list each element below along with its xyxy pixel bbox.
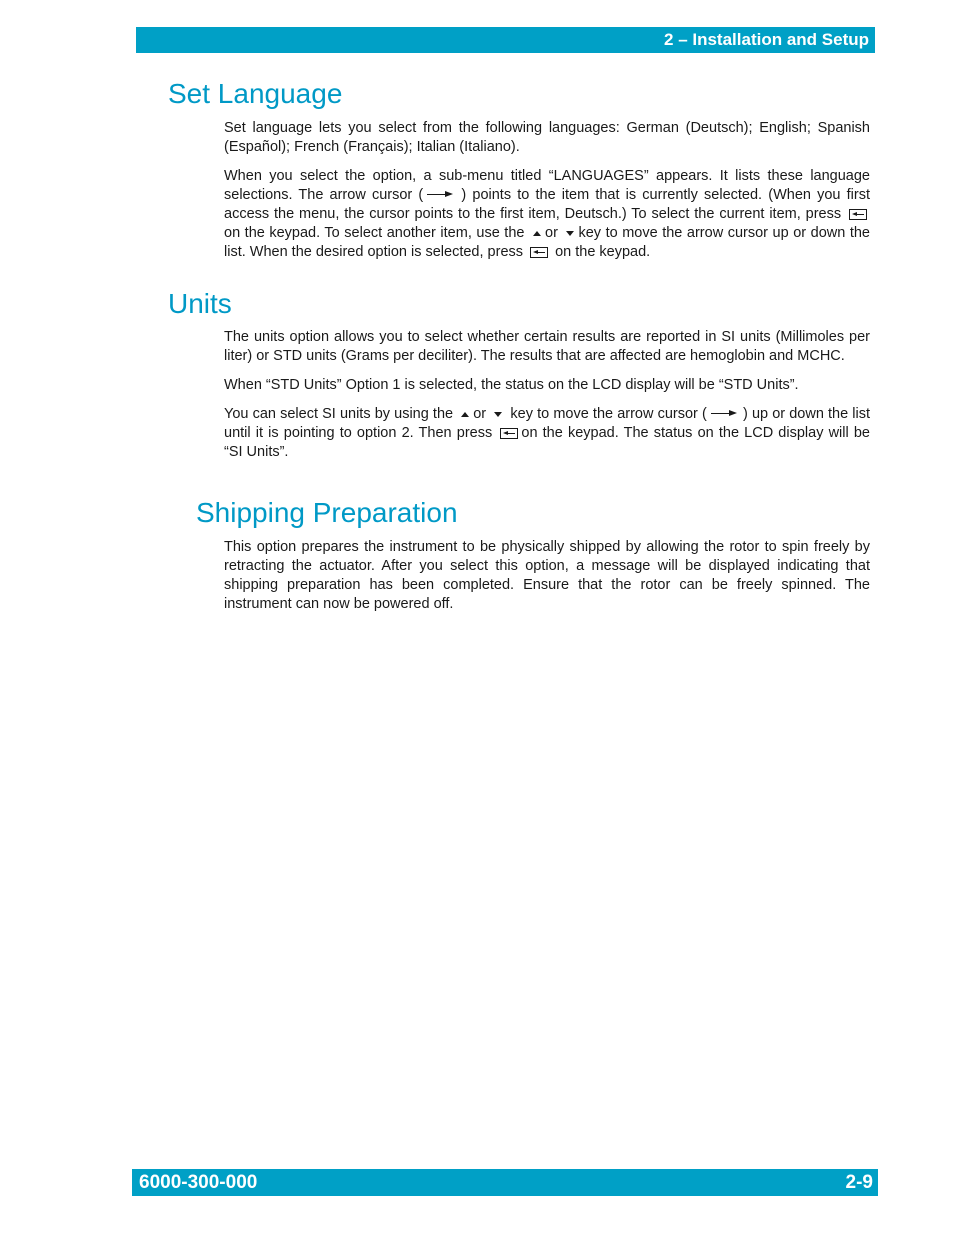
set-language-paragraph-1: Set language lets you select from the following languages: German (Deutsch); English; Spanish (Español); French (Français); Italian (Italiano). — [224, 120, 870, 155]
text-segment: ) points to the item that is currently selected. (When you first access the menu, the cursor points to the first item, Deutsch.) To select the current item, press — [224, 187, 870, 222]
units-paragraph-3 — [224, 405, 870, 462]
down-arrow-key-icon — [494, 412, 502, 417]
text-segment: or — [545, 225, 558, 241]
text-segment: on the keypad. — [555, 244, 651, 260]
enter-key-icon — [849, 209, 867, 220]
text-segment: ) up or down the list until it is pointing to option 2. Then press — [224, 406, 871, 441]
text-segment: You can select SI units by using the — [224, 406, 454, 422]
text-segment: key to move the arrow cursor ( — [510, 406, 707, 422]
units-body — [224, 328, 870, 472]
text-segment: When you select the option, a sub-menu titled “LANGUAGES” appears. It lists these language selections. The arrow cursor ( — [224, 168, 870, 203]
chapter-title: 2 – Installation and Setup — [664, 30, 869, 49]
units-paragraph-1: The units option allows you to select whether certain results are reported in SI units (Millimoles per liter) or STD units (Grams per deciliter). The results that are affected are hemoglobin and MCHC. — [224, 329, 870, 364]
shipping-paragraph-1: This option prepares the instrument to be physically shipped by allowing the rotor to spin freely by retracting the actuator. After you select this option, a message will be displayed indicating that shipping preparation has been completed. Ensure that the rotor can be freely spinned. The instrument can now be powered off. — [224, 539, 870, 612]
page-number: 2-9 — [845, 1172, 873, 1193]
down-arrow-key-icon — [566, 231, 574, 236]
arrow-cursor-icon — [711, 410, 737, 418]
units-paragraph-2: When “STD Units” Option 1 is selected, the status on the LCD display will be “STD Units”. — [224, 377, 799, 393]
shipping-body — [224, 538, 870, 624]
set-language-paragraph-2 — [224, 167, 870, 262]
up-arrow-key-icon — [533, 231, 541, 236]
footer-bar — [132, 1169, 878, 1196]
up-arrow-key-icon — [461, 412, 469, 417]
text-segment: on the keypad. To select another item, use the — [224, 225, 525, 241]
document-number: 6000-300-000 — [139, 1172, 258, 1193]
heading-units: Units — [168, 288, 232, 319]
text-segment: on the keypad. The status on the LCD display will be “SI Units”. — [224, 425, 871, 460]
enter-key-icon — [530, 247, 548, 258]
text-segment: or — [473, 406, 487, 422]
text-segment: key to move the arrow cursor up or down the list. When the desired option is selected, press — [224, 225, 870, 260]
header-bar — [136, 27, 875, 53]
arrow-cursor-icon — [427, 191, 453, 199]
enter-key-icon — [500, 428, 518, 439]
heading-shipping-preparation: Shipping Preparation — [196, 497, 458, 528]
set-language-body — [224, 119, 870, 272]
heading-set-language: Set Language — [168, 78, 343, 109]
